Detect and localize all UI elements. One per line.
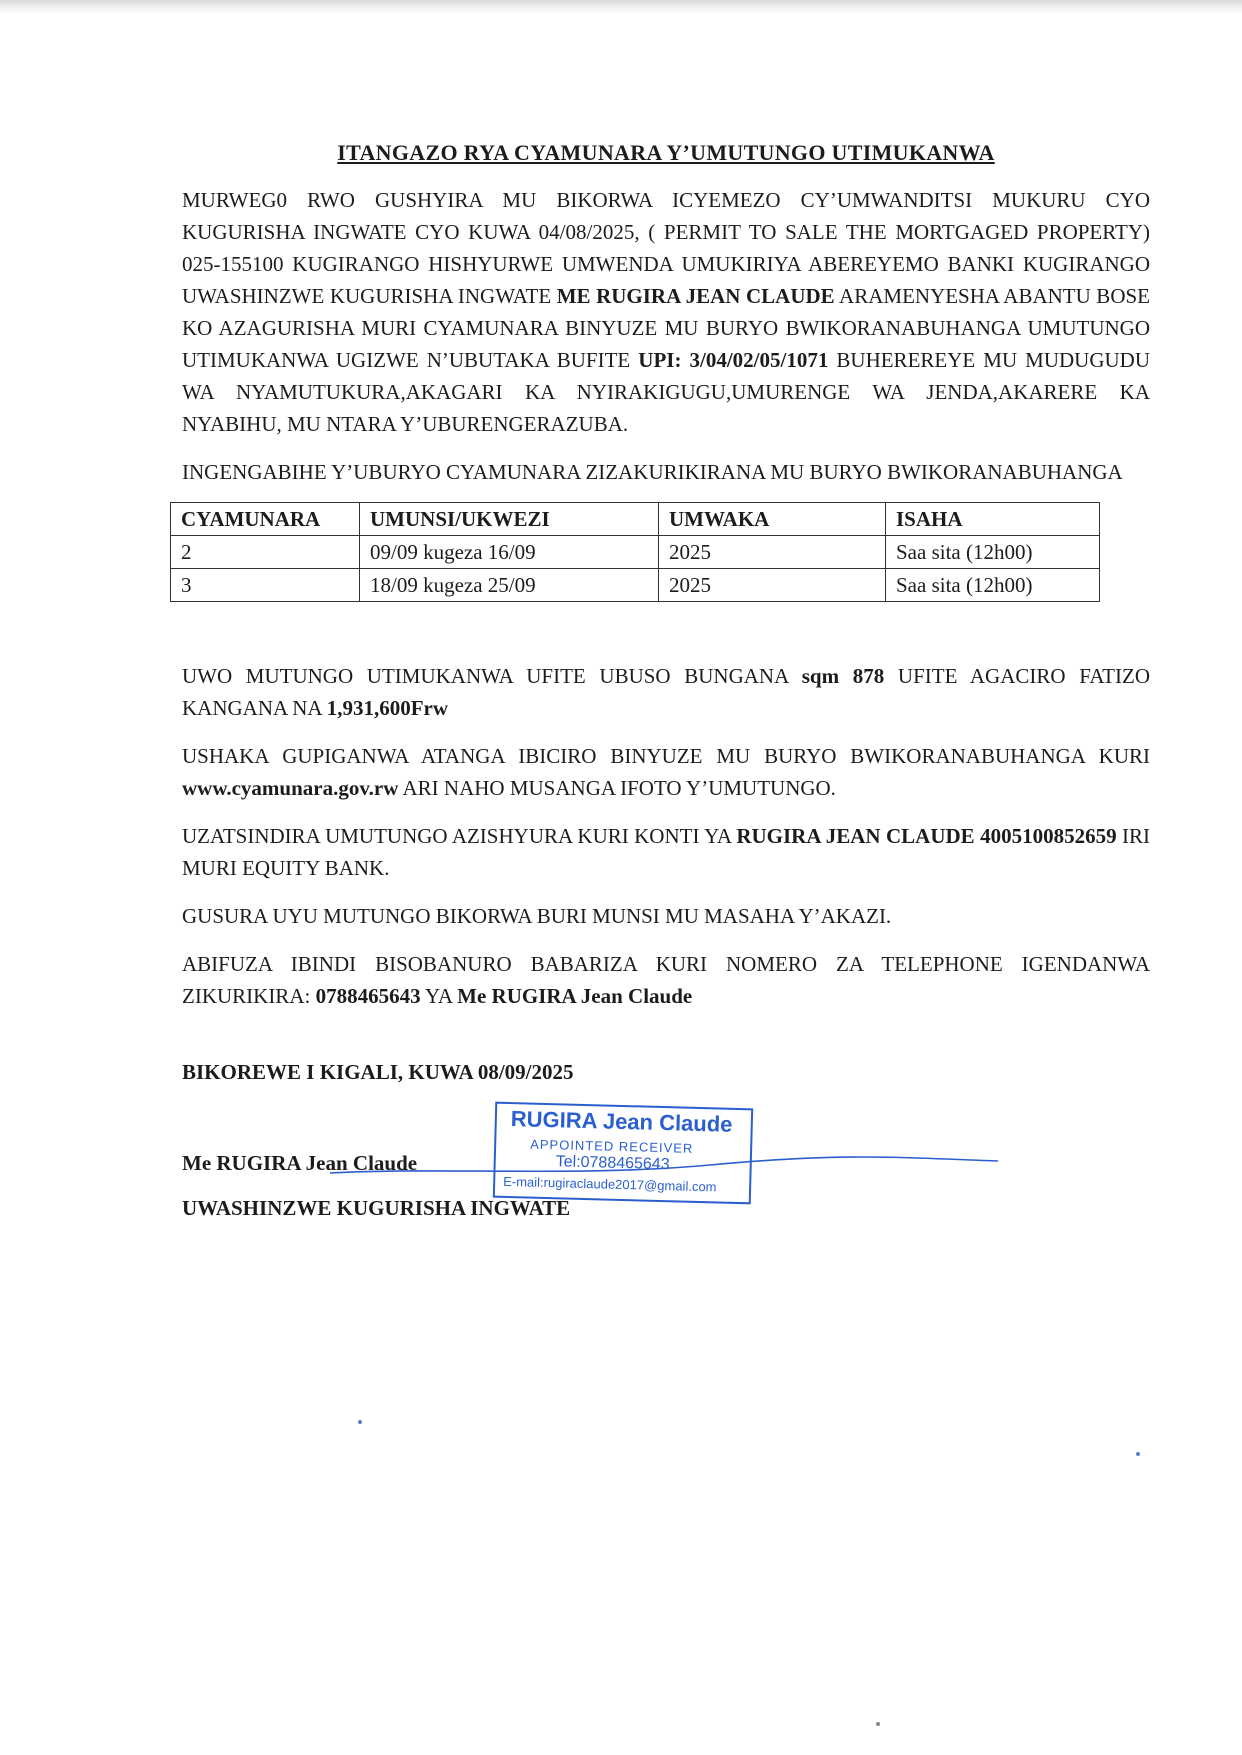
intro-text-3: BUHEREREYE MU MUDUGUDU WA NYAMUTUKURA,AKAGARI KA NYIRAKIGUGU,UMURENGE WA JENDA,AKARERE KA NYABIHU, MU NTARA Y’UBURENGERAZUBA. [182, 348, 1150, 436]
scan-speck [358, 1420, 362, 1424]
table-cell: 2025 [659, 569, 886, 602]
document-title: ITANGAZO RYA CYAMUNARA Y’UMUTUNGO UTIMUKANWA [337, 140, 995, 165]
place-date-line: BIKOREWE I KIGALI, KUWA 08/09/2025 [182, 1060, 574, 1084]
contact-text-2: YA [420, 984, 458, 1008]
receiver-name: ME RUGIRA JEAN CLAUDE [556, 284, 835, 308]
table-cell: 09/09 kugeza 16/09 [360, 536, 659, 569]
contact-name: Me RUGIRA Jean Claude [457, 984, 693, 1008]
table-cell: 2 [171, 536, 360, 569]
payment-paragraph [182, 820, 1150, 884]
bidding-text-2: ARI NAHO MUSANGA IFOTO Y’UMUTUNGO. [398, 776, 836, 800]
schedule-intro: INGENGABIHE Y’UBURYO CYAMUNARA ZIZAKURIKIRANA MU BURYO BWIKORANABUHANGA [182, 460, 1123, 484]
signatory-row [182, 1106, 1150, 1195]
table-row [171, 569, 1100, 602]
notice-document [182, 140, 1150, 1221]
phone-number: 0788465643 [315, 984, 421, 1008]
intro-text-2: ARAMENYESHA ABANTU BOSE KO AZAGURISHA MURI CYAMUNARA BINYUZE MU BURYO BWIKORANABUHANGA UMUTUNGO UTIMUKANWA UGIZWE N’UBUTAKA BUFITE [182, 284, 1150, 372]
stamp-telephone: Tel:0788465643 [555, 1153, 670, 1174]
intro-paragraph [182, 184, 1150, 440]
intro-text-1: MURWEG0 RWO GUSHYIRA MU BIKORWA ICYEMEZO CY’UMWANDITSI MUKURU CYO KUGURISHA INGWATE CYO KUWA 04/08/2025, ( PERMIT TO SALE THE MORTGAGED PROPERTY) 025-155100 KUGIRANGO HISHYURWE UMWENDA UMUKIRIYA ABEREYEMO BANKI KUGIRANGO UWASHINZWE KUGURISHA INGWATE [182, 188, 1150, 308]
signatory-title: UWASHINZWE KUGURISHA INGWATE [182, 1196, 571, 1220]
header-umwaka: UMWAKA [659, 503, 886, 536]
bidding-paragraph [182, 740, 1150, 804]
reserve-price: 1,931,600Frw [326, 696, 449, 720]
visit-paragraph: GUSURA UYU MUTUNGO BIKORWA BURI MUNSI MU MASAHA Y’AKAZI. [182, 904, 892, 928]
header-cyamunara: CYAMUNARA [171, 503, 360, 536]
value-text-1: UWO MUTUNGO UTIMUKANWA UFITE UBUSO BUNGANA [182, 664, 802, 688]
table-cell: Saa sita (12h00) [886, 536, 1100, 569]
table-cell: 2025 [659, 536, 886, 569]
auction-schedule-table [170, 502, 1100, 602]
value-paragraph [182, 660, 1150, 724]
stamp-name: RUGIRA Jean Claude [510, 1106, 733, 1137]
scan-speck [876, 1722, 880, 1726]
contact-paragraph [182, 948, 1150, 1012]
contact-text-1: ABIFUZA IBINDI BISOBANURO BABARIZA KURI NOMERO ZA TELEPHONE IGENDANWA ZIKURIKIRA: [182, 952, 1150, 1008]
auction-website-link[interactable]: www.cyamunara.gov.rw [182, 776, 399, 800]
official-stamp [493, 1102, 753, 1205]
stamp-role: APPOINTED RECEIVER [530, 1136, 694, 1156]
table-header-row [171, 503, 1100, 536]
stamp-email: E-mail:rugiraclaude2017@gmail.com [503, 1173, 717, 1195]
bidding-text-1: USHAKA GUPIGANWA ATANGA IBICIRO BINYUZE MU BURYO BWIKORANABUHANGA KURI [182, 744, 1150, 768]
payment-text-1: UZATSINDIRA UMUTUNGO AZISHYURA KURI KONTI YA [182, 824, 737, 848]
table-cell: Saa sita (12h00) [886, 569, 1100, 602]
bank-account: RUGIRA JEAN CLAUDE 4005100852659 [736, 824, 1117, 848]
header-umunsi: UMUNSI/UKWEZI [360, 503, 659, 536]
payment-text-2: IRI MURI EQUITY BANK. [182, 824, 1150, 880]
header-isaha: ISAHA [886, 503, 1100, 536]
area-value: sqm 878 [801, 664, 885, 688]
signatory-name: Me RUGIRA Jean Claude [182, 1151, 418, 1175]
signature-block [182, 1060, 1150, 1221]
scan-speck [1136, 1452, 1140, 1456]
table-cell: 18/09 kugeza 25/09 [360, 569, 659, 602]
table-cell: 3 [171, 569, 360, 602]
table-row [171, 536, 1100, 569]
upi-number: UPI: 3/04/02/05/1071 [638, 348, 829, 372]
value-text-2: UFITE AGACIRO FATIZO KANGANA NA [182, 664, 1150, 720]
scan-edge-shadow [0, 0, 1242, 14]
